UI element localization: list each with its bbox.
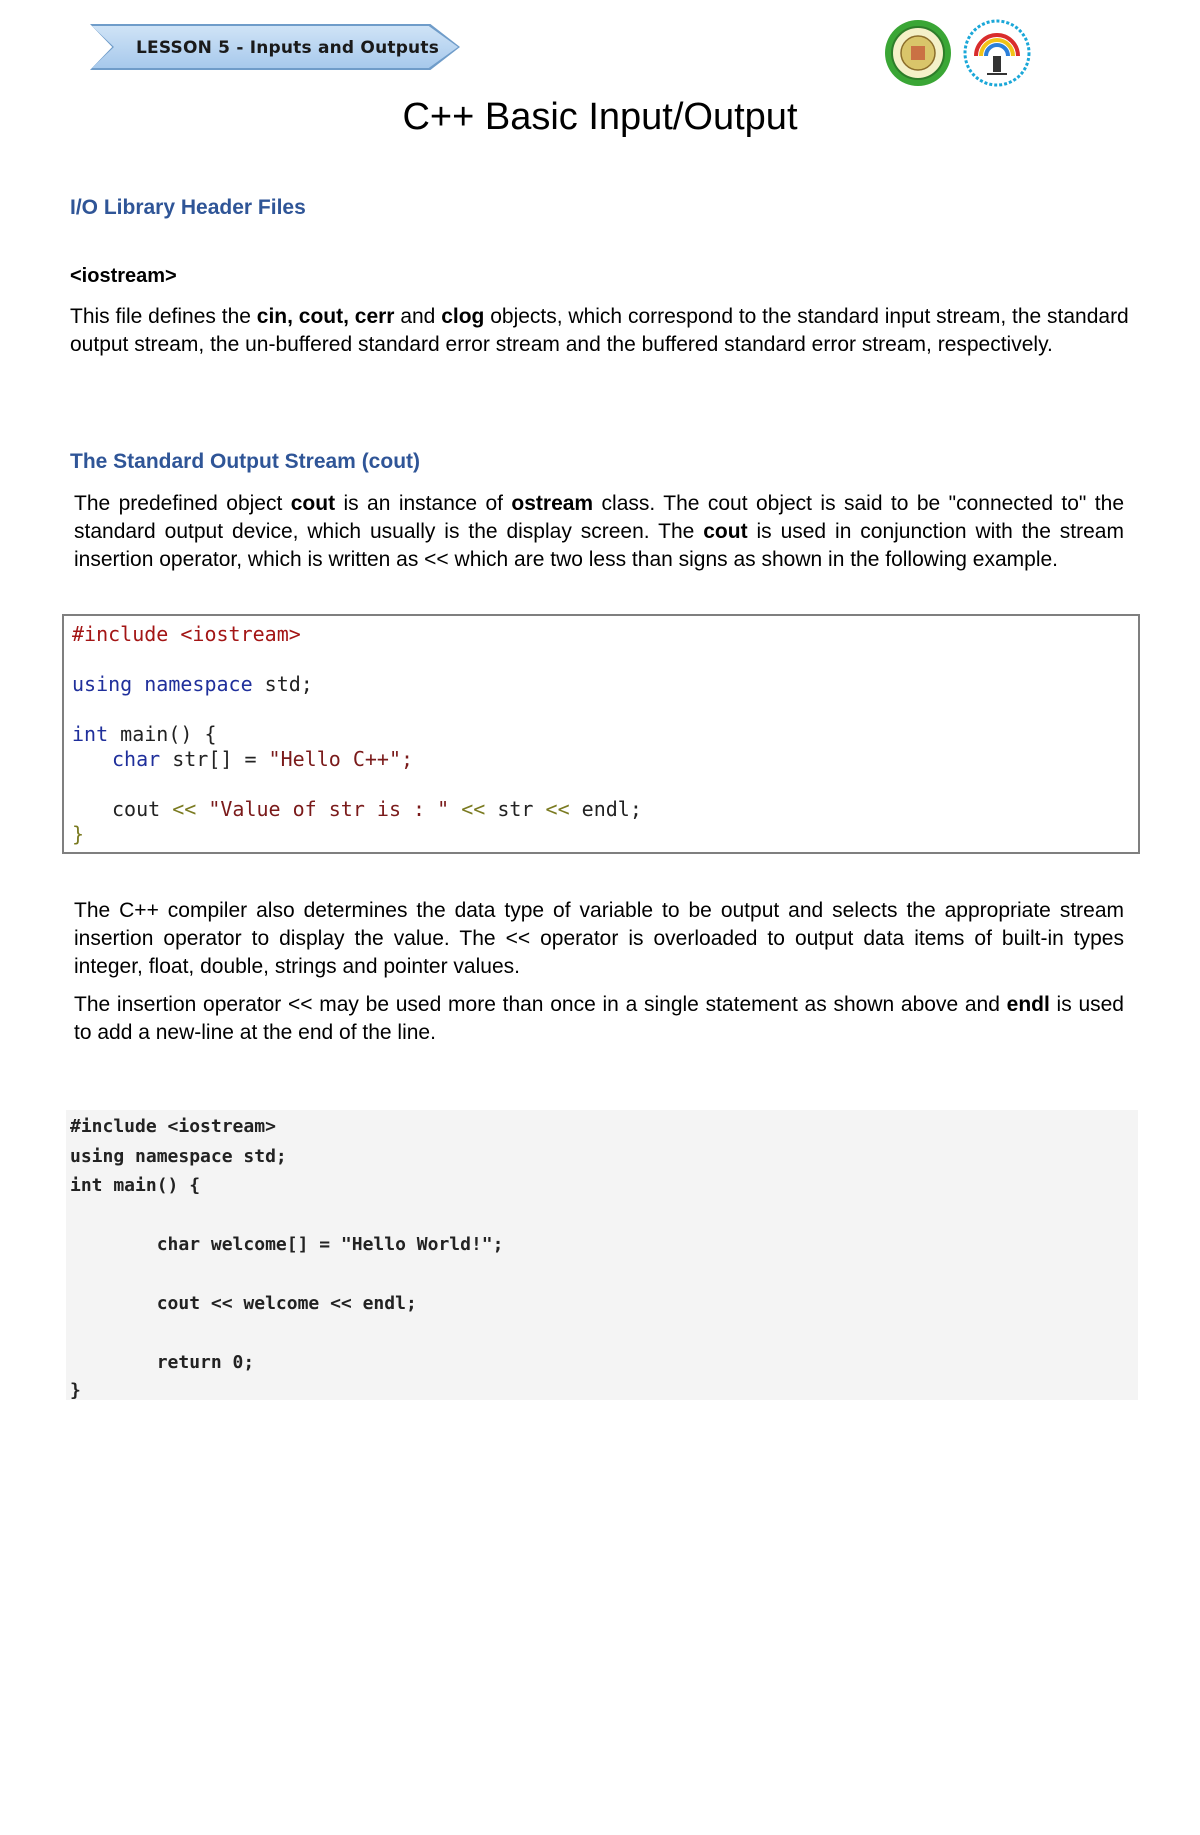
section-heading-cout: The Standard Output Stream (cout) <box>70 450 421 473</box>
code-line: int main() { <box>70 1175 201 1196</box>
cout-description: The predefined object cout is an instance of ostream class. The cout object is said to be "connected to" the standard output device, which usually is the display screen. The cout is used in conjunction with the stream insertion operator, which is written as << which are two less than signs as shown in the following example. <box>74 492 1124 571</box>
college-emblem-logo <box>962 18 1032 88</box>
code-line: using namespace std; <box>70 1146 287 1167</box>
code-line: #include <iostream> <box>72 622 301 646</box>
compiler-description: The C++ compiler also determines the data type of variable to be output and selects the appropriate stream insertion operator to display the value. The << operator is overloaded to output data items of built-in types integer, float, double, strings and pointer values. <box>74 899 1124 978</box>
insertion-operator-description: The insertion operator << may be used more than once in a single statement as shown above and endl is used to add a new-line at the end of the line. <box>74 993 1124 1044</box>
code-example-1 <box>62 614 1140 854</box>
school-seal-logo <box>883 18 953 88</box>
code-example-2 <box>66 1110 1138 1400</box>
section-heading-io-library: I/O Library Header Files <box>70 196 306 219</box>
code-line: } <box>70 1380 81 1401</box>
code-line: using namespace std; <box>72 672 313 696</box>
iostream-subheading: <iostream> <box>70 265 177 287</box>
code-line: } <box>72 822 85 846</box>
lesson-label: LESSON 5 - Inputs and Outputs <box>136 38 440 58</box>
code-line: int main() { <box>72 722 217 746</box>
code-line: return 0; <box>70 1352 255 1373</box>
code-line: char str[] = "Hello C++"; <box>112 747 414 771</box>
code-line: #include <iostream> <box>70 1116 276 1137</box>
code-line: cout << "Value of str is : " << str << endl; <box>112 797 642 821</box>
iostream-description: This file defines the cin, cout, cerr and clog objects, which correspond to the standard input stream, the standard output stream, the un-buffered standard error stream and the buffered standard error stream, respectively. <box>70 305 1129 356</box>
page-title: C++ Basic Input/Output <box>402 96 798 138</box>
code-line: char welcome[] = "Hello World!"; <box>70 1234 504 1255</box>
code-line: cout << welcome << endl; <box>70 1293 417 1314</box>
